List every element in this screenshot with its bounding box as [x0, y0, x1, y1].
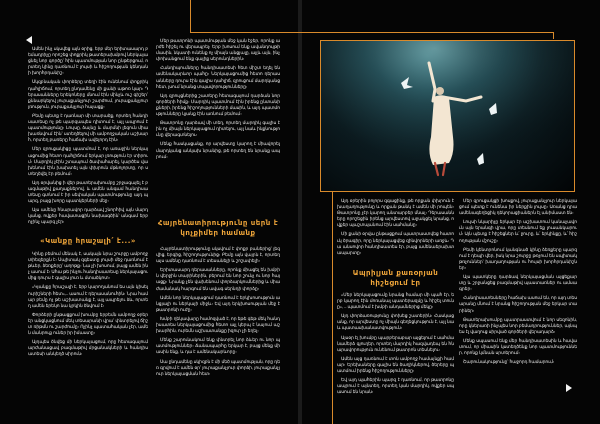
left-column-2-top [156, 38, 280, 214]
paragraphs [156, 38, 280, 160]
paragraph: Այդ օրերին բոլորս զգացինք, թե որքան փխրուն է խաղաղությունը և որքան թանկ է ամեն մի րոպեն։ Թատրոնը չէր կարող անտարբեր մնալ։ Դերասանները որոշեցին իրենց արվեստով աջակցել նրանց, ովքեր պաշտպանում էին սահմանը։ [337, 198, 454, 228]
paragraph: Մեր զրուցակցի խոսքով, յուրաքանչյուր ներկայացում պետք է ունենա իր ներքին լույսը։ Առանց դրա ամենագեղեցիկ դեկորացիաներն էլ անիմաստ են։ [459, 198, 577, 216]
paragraph: Սկզբնական փորձերը տեղի էին ունենում փոքրիկ դահլիճում, որտեղ ընդամենը մի քանի աթոռ կար։ Դերասանները երեկոները մնում էին մինչև ուշ գիշեր՝ քննարկելով յուրաքանչյուր շարժում, յուրաքանչյուր լռություն, յուրաքանչյուր հայացք։ [28, 79, 148, 109]
subhead-life-is-wonderful: «Կանքը հրաշալի՛ է...» [40, 237, 136, 245]
right-column-1-bottom [337, 292, 454, 414]
arrow-right-icon[interactable] [566, 384, 572, 392]
paragraph: Հանդիպումները հանդիսատեսի հետ միշտ եղել են ամենակարևոր պահը։ Ներկայացումից հետո դերասանները դուրս էին գալիս դահլիճ, զրուցում մարդկանց հետ, լսում նրանց տպավորությունները։ [156, 65, 280, 89]
stage-photo-illustration [321, 41, 574, 191]
paragraph: Ամեն ինչ սկսվեց այն օրից, երբ մեր երիտասարդ բեմադրիչը որոշեց փոքրիկ թատերախմբով ներկայացնել նոր գործը՝ հին պատմության նոր ընթերցում, որտեղ կինը դառնում է լույսի և հիշողության կենդանի խորհրդանիշ։ [28, 46, 148, 76]
paragraph: Այսօր էլ խումբը պարբերաբար այցելում է սահմանամերձ գյուղեր, որտեղ մարդիկ հազվադեպ են հնարավորություն ունենում թատրոն տեսնելու։ [337, 334, 454, 352]
paragraphs [156, 246, 280, 377]
paragraph: Այս պատկերը դարձավ ներկայացման այցեքարտը և շրջանցեց բազմաթիվ պաստառներ ու ամսագրեր։ [459, 274, 577, 292]
paragraph: Երիտասարդ դերասանները, որոնք միացել են խմբին վերջին տարիներին, բերում են նոր շունչ ու նոր հայացք։ Նրանք չեն վախենում փորձարկումներից և միաժամանակ հարգում են ավագ սերնդի փորձը։ [156, 267, 280, 291]
paragraph: Այդ օրվանից ի վեր թատերախումբը շրջագայել է բազմաթիվ քաղաքներով, և ամեն անգամ հանդիսատեսը գտնում է իր սեփական պատմությունը այդ պարզ, բայց խորը պատկերների մեջ։ [28, 179, 148, 204]
stage-photo [320, 40, 575, 192]
paragraph: Հայրենատիրությունը սկսվում է փոքր բաներից՝ լեզվից, երգից, հիշողությունից։ Բեմը այն վայրն է, որտեղ այս ամենը դառնում է տեսանելի և շոշափելի։ [156, 246, 280, 264]
arrow-left-icon[interactable] [26, 36, 32, 44]
paragraph: Այդ զրույցներից շատերը հետագայում դարձան նոր գործերի հիմք։ Մարդիկ պատմում էին իրենց ընտանիքների, իրենց հիշողությունների մասին, և այդ պատմությունները կյանք էին առնում բեմում։ [156, 92, 280, 117]
paragraphs [28, 46, 148, 226]
paragraph: Սա ընդամենը սկիզբն է մի մեծ պատմության, որը դեռ գրվում է ամեն օր՝ յուրաքանչյուր փորձի, յուրաքանչյուր ներկայացման հետ։ [156, 358, 280, 376]
paragraph: Այս ամենը հնարավոր դարձավ շնորհիվ այն մարդկանց, ովքեր հավատացին նախագծին՝ անգամ երբ ոչինչ պարզ չէր։ [28, 207, 148, 225]
left-column-1-bottom [28, 251, 148, 414]
paragraph: Ամեն նոր ներկայացում դառնում է երկխոսություն անցյալի ու ներկայի միջև։ Եվ այդ երկխոսության մեջ է թատրոնի ուժը։ [156, 294, 280, 312]
paragraph: Փորձերի ընթացքում խումբը երբեմն ամբողջ օրեր էր անցկացնում մեկ տեսարանի վրա՝ փնտրելով ճիշտ ռիթմն ու շարժումը։ Ոչինչ պատահական չէր, ամեն մանրուք ուներ իր իմաստը։ [28, 311, 148, 336]
paragraph: Մեր զրուցակիցը պատմում է, որ առաջին ներկայացումից հետո դահլիճում երկար լռություն էր տիրում։ Մարդիկ չէին շտապում ծափահարել, կարծես վախենում էին խախտել այն փխրուն մթնոլորտը, որ ստեղծվել էր բեմում։ [28, 146, 148, 176]
paragraph: Լույսի նկարիչը երկար էր աշխատում կանաչավուն այն երանգի վրա, որը տեսնում եք լուսանկարում։ Այն պետք է հիշեցներ և՛ ջուրը, և՛ երկինքը, և՛ հիշողության մշուշը։ [459, 219, 577, 243]
paragraphs [28, 251, 148, 358]
paragraph: Մեր թատրոնի պատմության մեջ կան էջեր, որոնք արժե հիշել ու վերապրել։ Երբ խոսում ենք ավանդույթի մասին, նկատի ունենք ոչ միայն անցյալը, այլև այն, ինչ փոխանցում ենք գալիք սերունդներին։ [156, 38, 280, 62]
paragraphs [459, 198, 577, 365]
page-gutter [298, 0, 302, 424]
frame-line-left-vertical [190, 0, 191, 32]
paragraph: Թատերախումբը պատրաստվում է նոր սեզոնին, որը կներառի ինչպես նոր բեմադրություններ, այնպես էլ վաղուց սիրված գործերի վերադարձ։ [459, 316, 577, 334]
paragraph: Խմբի ղեկավարը համոզված է, որ եթե գեթ մեկ հանդիսատես ներկայացումից հետո այլ կերպ է նայում աշխարհին, ուրեմն աշխատանքը իզուր չի եղել։ [156, 315, 280, 334]
right-column-1-top [337, 198, 454, 262]
paragraph: Այդ փորձառությունը փոխեց շատերին։ Հասկացանք, որ արվեստը ոչ միայն գեղեցկություն է, այլ նաև պատասխանատվություն։ [337, 313, 454, 331]
paragraph: «Մեր ներկայացումը նրանց համար մի պահ էր, երբ կարող էին մոռանալ պատերազմը և հիշել տունը», – պատմում է խմբի անդամներից մեկը։ [337, 292, 454, 310]
paragraphs [337, 198, 454, 256]
subhead-patriotism: Հայրենատիրությունը սերն է կոչքիմեր համանք [157, 219, 279, 237]
paragraph: Կինը բեմում մենակ է, սակայն նրա շուրջը ամբողջ տիեզերքն է։ Սպիտակ զգեստը լույսի մեջ դառնում է թևեր, ձեռքերը՝ աղոթք։ Նա չի խոսում, բայց ամեն ինչ ասում է։ Ահա թե ինչու հանդիսատեսը ներկայացումից դուրս է գալիս լուռ և մտածկոտ։ [28, 251, 148, 281]
paragraph: Մի քանի օրվա ընթացքում պատրաստվեց հատուկ ծրագիր, որը ներկայացվեց զինվորների առջև։ Դա անսովոր հանդիսատես էր, բայց ամենաերախտապարտը։ [337, 231, 454, 255]
frame-line-right-short [553, 32, 554, 39]
paragraph: Բեմի կենտրոնում կանգնած կինը ձեռքերը պարզում է դեպի վեր, իսկ նրա շուրջը թռչում են սպիտակ թռչուններ՝ խաղաղության ու հույսի խորհրդանիշներ։ [459, 246, 577, 270]
right-column-2 [459, 198, 577, 380]
frame-line-bottom-vertical [332, 192, 333, 424]
paragraph: Բեմը պետք է դառնար մի տարածք, որտեղ հանդիսատեսը ոչ թե պարզապես դիտում է, այլ ապրում է պատմությունը։ Լույսը, ձայնը և մարմնի լեզուն միախառնվում էին՝ ստեղծելով մի ամբողջական աշխարհ, որտեղ բառերը հաճախ ավելորդ էին։ [28, 112, 148, 143]
left-column-1-top [28, 46, 148, 235]
paragraph: Եվ այդ պահերին պարզ է դառնում, որ թատրոնը ապրում է այնտեղ, որտեղ կան մարդիկ, ովքեր սպասում են նրան։ [337, 377, 454, 395]
frame-line-top-horizontal [190, 32, 553, 33]
paragraph: Ամեն այց դառնում է տոն ամբողջ համայնքի համար։ Երեխաները գալիս են ծաղիկներով, ծերերը պատմում իրենց հիշողությունները։ [337, 355, 454, 374]
paragraph: Այդպես ծնվեց մի ներկայացում, որը հետագայում արժանացավ բազմաթիվ մրցանակների և հանդիսատեսի անկեղծ սիրուն։ [28, 339, 148, 357]
paragraph: Հանդիսատեսները հաճախ ասում են, որ այդ տեսարանը մնում է նրանց հիշողության մեջ երկար տարիներ։ [459, 295, 577, 313]
paragraph: «Կյանքը հրաշալի է, երբ կարողանում ես այն կիսել ուրիշների հետ»,– ասում է դերասանուհին։ Նրա համար բեմը ոչ թե աշխատանք է, այլ ապրելու ձև, որտեղ ամեն երեկո նա կրկին ծնվում է։ [28, 284, 148, 308]
paragraph: Շարունակությունը՝ հաջորդ համարում։ [463, 359, 555, 365]
paragraphs [337, 292, 454, 395]
paragraph: Մենք հասկացանք, որ արվեստը կարող է միավորել մարդկանց անկախ նրանից, թե որտեղ են նրանք ապրում։ [156, 141, 280, 159]
subhead-april-war: Ապրիլյան քառօրյան հիշեցում էր [352, 269, 439, 287]
paragraph: Թատրոնը դարձավ մի տեղ, որտեղ մարդիկ գալիս էին ոչ միայն ներկայացում դիտելու, այլ նաև ինքնությունը վերագտնելու։ [156, 120, 280, 138]
paragraph: Մենք շարունակում ենք փնտրել նոր ձևեր ու նոր պատմություններ։ Ճանապարհը երկար է, բայց մենք միասին ենք, և դա է ամենակարևորը։ [156, 337, 280, 355]
left-column-2-bottom [156, 246, 280, 414]
paragraph: Մենք սպասում ենք մեր հանդիսատեսին և հավատում, որ միասին կստեղծենք նոր պատմություններ, որոնք կմնան սրտերում։ [459, 337, 577, 356]
